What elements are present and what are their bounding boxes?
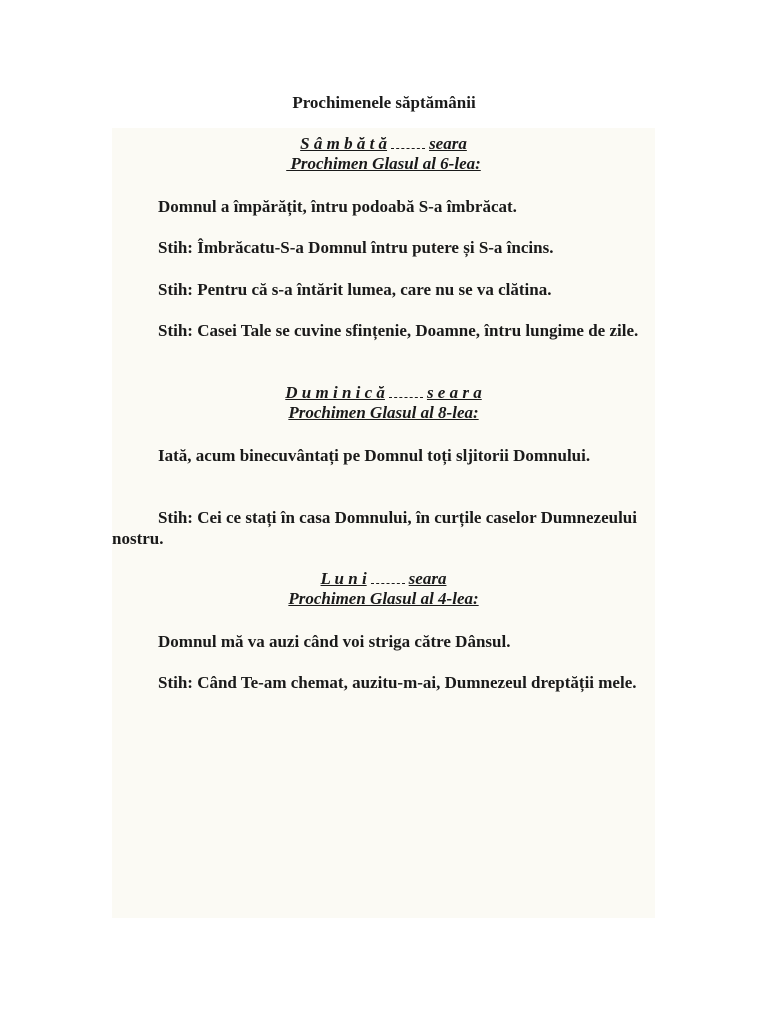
- section-heading-sunday: [112, 383, 655, 423]
- underline-gap: [371, 569, 405, 584]
- verse-paragraph: Domnul a împărățit, întru podoabă S-a îmbrăcat.: [158, 197, 517, 216]
- section-evening: seara: [429, 134, 467, 153]
- verse-paragraph: Iată, acum binecuvântați pe Domnul toți sljitorii Domnului.: [158, 446, 591, 465]
- section-day: L u n i: [320, 569, 367, 588]
- section-day-line: [112, 134, 655, 154]
- verse-paragraph: Stih: Casei Tale se cuvine sfințenie, Doamne, întru lungime de zile.: [158, 321, 639, 340]
- section-day: D u m i n i c ă: [285, 383, 385, 402]
- section-prokeimenon: Prochimen Glasul al 4-lea:: [288, 589, 479, 608]
- verse-paragraph: Domnul mă va auzi când voi striga către Dânsul.: [158, 632, 511, 651]
- section-heading-monday: [112, 569, 655, 609]
- section-day-line: [112, 569, 655, 589]
- verse-paragraph: Stih: Pentru că s-a întărit lumea, care nu se va clătina.: [158, 280, 552, 299]
- document-title: Prochimenele săptămânii: [292, 93, 476, 112]
- section-day: S â m b ă t ă: [300, 134, 388, 153]
- section-prokeimenon: Prochimen Glasul al 6-lea:: [286, 154, 481, 173]
- verse-paragraph: Stih: Cei ce stați în casa Domnului, în curțile caselor Dumnezeului nostru.: [112, 508, 637, 548]
- underline-gap: [389, 383, 423, 398]
- verse-paragraph: Stih: Când Te-am chemat, auzitu-m-ai, Dumnezeul dreptății mele.: [158, 673, 637, 692]
- verse-paragraph: Stih: Îmbrăcatu-S-a Domnul întru putere și S-a încins.: [158, 238, 554, 257]
- section-prokeimenon: Prochimen Glasul al 8-lea:: [288, 403, 479, 422]
- section-day-line: [112, 383, 655, 403]
- section-evening: seara: [408, 569, 447, 588]
- section-heading-saturday: [112, 134, 655, 174]
- underline-gap: [391, 134, 425, 149]
- section-evening: s e a r a: [426, 383, 482, 402]
